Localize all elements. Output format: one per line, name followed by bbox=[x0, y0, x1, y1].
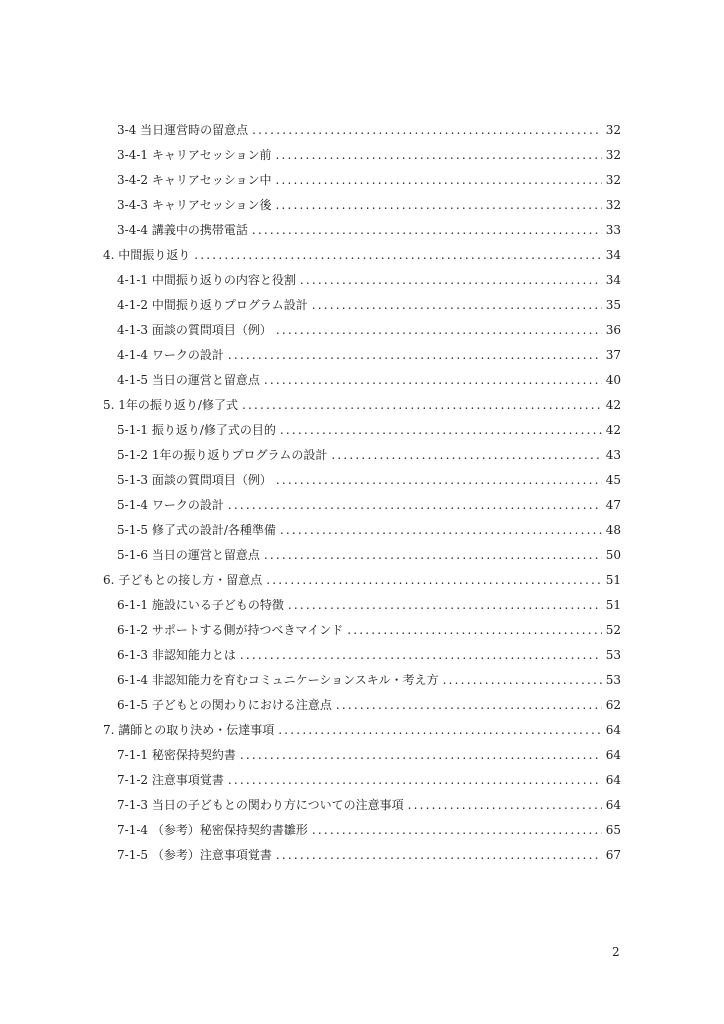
toc-entry bbox=[103, 720, 621, 740]
toc-entry-label: 4-1-5 当日の運営と留意点 bbox=[117, 373, 260, 387]
toc-entry-label: 6-1-1 施設にいる子どもの特徴 bbox=[117, 598, 284, 612]
toc-entry-label: 3-4-3 キャリアセッション後 bbox=[117, 198, 272, 212]
toc-entry-page: 32 bbox=[605, 123, 621, 137]
toc-entry-page: 65 bbox=[605, 823, 621, 837]
toc-leader-dots bbox=[288, 595, 602, 615]
toc-entry bbox=[117, 270, 621, 290]
toc-entry-label: 5-1-3 面談の質問項目（例） bbox=[117, 473, 272, 487]
toc-leader-dots bbox=[280, 520, 602, 540]
toc-entry-page: 64 bbox=[605, 773, 621, 787]
toc-entry-page: 50 bbox=[605, 548, 621, 562]
toc-entry-label: 7-1-5 （参考）注意事項覚書 bbox=[117, 848, 272, 862]
toc-entry bbox=[117, 470, 621, 490]
toc-leader-dots bbox=[312, 820, 602, 840]
toc-leader-dots bbox=[275, 170, 601, 190]
toc-entry-page: 51 bbox=[605, 573, 621, 587]
toc-leader-dots bbox=[280, 420, 602, 440]
toc-entry-page: 37 bbox=[605, 348, 621, 362]
toc-entry bbox=[117, 845, 621, 865]
toc-entry bbox=[117, 420, 621, 440]
toc-entry-label: 6. 子どもとの接し方・留意点 bbox=[103, 573, 263, 587]
toc-entry-page: 53 bbox=[605, 673, 621, 687]
toc-entry-page: 52 bbox=[605, 623, 621, 637]
toc-entry-label: 5. 1年の振り返り/修了式 bbox=[103, 398, 238, 412]
toc-leader-dots bbox=[275, 145, 601, 165]
toc-entry-page: 34 bbox=[605, 248, 621, 262]
toc-entry bbox=[117, 620, 621, 640]
toc-leader-dots bbox=[331, 445, 601, 465]
toc-entry-page: 67 bbox=[605, 848, 621, 862]
toc-leader-dots bbox=[278, 720, 601, 740]
toc-entry-page: 43 bbox=[605, 448, 621, 462]
toc-entry-page: 47 bbox=[605, 498, 621, 512]
toc-entry-page: 64 bbox=[605, 798, 621, 812]
toc-entry bbox=[117, 820, 621, 840]
toc-entry bbox=[103, 395, 621, 415]
toc-leader-dots bbox=[242, 395, 602, 415]
toc-entry-page: 51 bbox=[605, 598, 621, 612]
toc-entry-page: 53 bbox=[605, 648, 621, 662]
toc-entry-label: 4-1-1 中間振り返りの内容と役割 bbox=[117, 273, 296, 287]
toc-entry-label: 5-1-5 修了式の設計/各種準備 bbox=[117, 523, 276, 537]
toc-entry-label: 7. 講師との取り決め・伝達事項 bbox=[103, 723, 275, 737]
toc-entry bbox=[117, 745, 621, 765]
toc-entry bbox=[117, 695, 621, 715]
toc-entry bbox=[117, 295, 621, 315]
toc-entry-page: 48 bbox=[605, 523, 621, 537]
toc-leader-dots bbox=[336, 695, 602, 715]
toc-entry-label: 3-4-1 キャリアセッション前 bbox=[117, 148, 272, 162]
toc-leader-dots bbox=[266, 570, 601, 590]
toc-leader-dots bbox=[240, 645, 602, 665]
toc-entry-label: 5-1-4 ワークの設計 bbox=[117, 498, 224, 512]
toc-entry bbox=[117, 220, 621, 240]
toc-entry-label: 6-1-5 子どもとの関わりにおける注意点 bbox=[117, 698, 332, 712]
toc-entry bbox=[117, 495, 621, 515]
toc-entry bbox=[117, 520, 621, 540]
toc-entry-page: 62 bbox=[605, 698, 621, 712]
toc-entry bbox=[117, 320, 621, 340]
toc-leader-dots bbox=[312, 295, 602, 315]
toc-entry-label: 7-1-4 （参考）秘密保持契約書雛形 bbox=[117, 823, 308, 837]
toc-leader-dots bbox=[252, 220, 602, 240]
toc-entry-label: 3-4 当日運営時の留意点 bbox=[117, 123, 249, 137]
toc-entry-label: 6-1-3 非認知能力とは bbox=[117, 648, 236, 662]
toc-entry-page: 32 bbox=[605, 198, 621, 212]
toc-entry-label: 7-1-3 当日の子どもとの関わり方についての注意事項 bbox=[117, 798, 404, 812]
toc-leader-dots bbox=[240, 745, 602, 765]
toc-entry-label: 4-1-3 面談の質問項目（例） bbox=[117, 323, 272, 337]
toc-leader-dots bbox=[276, 320, 602, 340]
toc-entry bbox=[117, 670, 621, 690]
toc-entry-label: 6-1-2 サポートする側が持つべきマインド bbox=[117, 623, 344, 637]
toc-leader-dots bbox=[300, 270, 602, 290]
toc-entry bbox=[117, 445, 621, 465]
toc-entry-label: 5-1-6 当日の運営と留意点 bbox=[117, 548, 260, 562]
toc-entry-page: 32 bbox=[605, 173, 621, 187]
toc-leader-dots bbox=[228, 770, 602, 790]
toc-entry bbox=[117, 545, 621, 565]
page-number: 2 bbox=[612, 945, 620, 959]
toc-entry-page: 40 bbox=[605, 373, 621, 387]
toc-entry-label: 3-4-2 キャリアセッション中 bbox=[117, 173, 272, 187]
toc-entry bbox=[117, 195, 621, 215]
toc-entry bbox=[103, 245, 621, 265]
toc-entry bbox=[103, 570, 621, 590]
toc-entry-page: 33 bbox=[605, 223, 621, 237]
toc-entry bbox=[117, 370, 621, 390]
toc-entry-label: 3-4-4 講義中の携帯電話 bbox=[117, 223, 248, 237]
toc-leader-dots bbox=[275, 195, 601, 215]
toc-entry-label: 4-1-2 中間振り返りプログラム設計 bbox=[117, 298, 308, 312]
toc-entry-page: 42 bbox=[605, 398, 621, 412]
toc-leader-dots bbox=[276, 470, 602, 490]
toc-leader-dots bbox=[194, 245, 601, 265]
toc-leader-dots bbox=[264, 370, 602, 390]
toc-entry-page: 42 bbox=[605, 423, 621, 437]
toc-leader-dots bbox=[276, 845, 602, 865]
toc-entry-page: 64 bbox=[605, 723, 621, 737]
toc-entry bbox=[117, 345, 621, 365]
toc-entry bbox=[117, 795, 621, 815]
toc-leader-dots bbox=[443, 670, 602, 690]
toc-leader-dots bbox=[264, 545, 602, 565]
toc-leader-dots bbox=[252, 120, 602, 140]
toc-entry-page: 35 bbox=[605, 298, 621, 312]
toc-entry-page: 34 bbox=[605, 273, 621, 287]
toc-entry bbox=[117, 170, 621, 190]
toc-leader-dots bbox=[228, 495, 602, 515]
toc-entry-page: 45 bbox=[605, 473, 621, 487]
toc-leader-dots bbox=[228, 345, 602, 365]
toc-entry-label: 5-1-2 1年の振り返りプログラムの設計 bbox=[117, 448, 328, 462]
toc-entry-page: 36 bbox=[605, 323, 621, 337]
toc-entry bbox=[117, 145, 621, 165]
toc-entry-page: 64 bbox=[605, 748, 621, 762]
toc-entry-page: 32 bbox=[605, 148, 621, 162]
toc-entry-label: 5-1-1 振り返り/修了式の目的 bbox=[117, 423, 276, 437]
toc-entry bbox=[117, 120, 621, 140]
toc-entry bbox=[117, 770, 621, 790]
toc-entry-label: 4-1-4 ワークの設計 bbox=[117, 348, 224, 362]
toc-entry bbox=[117, 595, 621, 615]
toc-entry-label: 7-1-2 注意事項覚書 bbox=[117, 773, 224, 787]
toc-entry bbox=[117, 645, 621, 665]
toc-leader-dots bbox=[347, 620, 601, 640]
toc-entry-label: 4. 中間振り返り bbox=[103, 248, 191, 262]
toc-entry-label: 6-1-4 非認知能力を育むコミュニケーションスキル・考え方 bbox=[117, 673, 439, 687]
toc-leader-dots bbox=[408, 795, 602, 815]
toc-entry-label: 7-1-1 秘密保持契約書 bbox=[117, 748, 236, 762]
